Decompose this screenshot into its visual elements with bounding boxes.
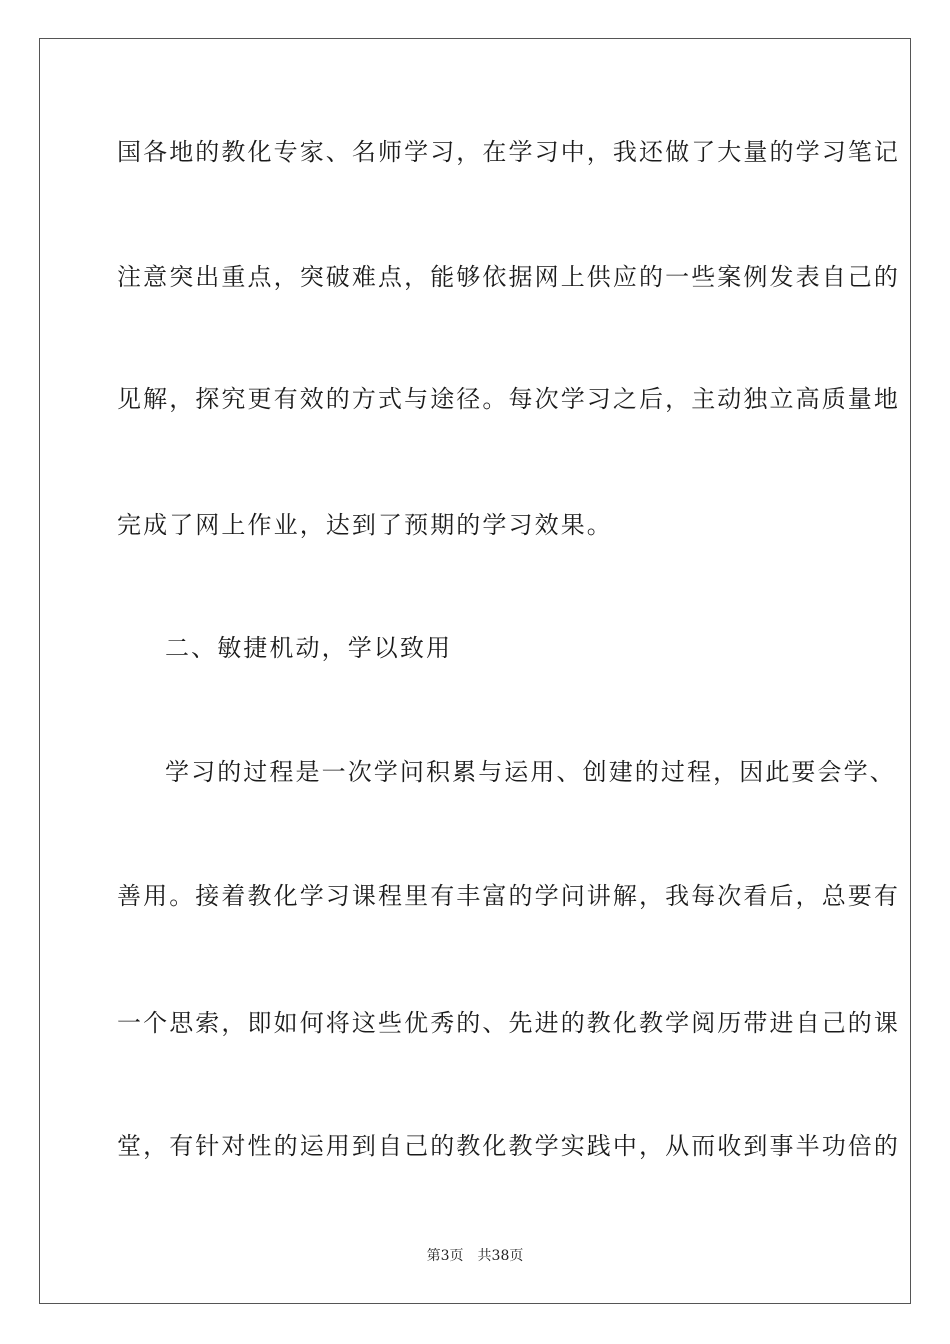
page-border: [39, 38, 911, 1304]
paragraph-line: 注意突出重点，突破难点，能够依据网上供应的一些案例发表自己的: [117, 263, 900, 291]
paragraph-line: 见解，探究更有效的方式与途径。每次学习之后，主动独立高质量地: [117, 385, 900, 413]
section-heading: 二、敏捷机动，学以致用: [165, 634, 453, 662]
page-footer: [0, 1247, 950, 1265]
paragraph-line: 学习的过程是一次学问积累与运用、创建的过程，因此要会学、: [165, 758, 896, 786]
paragraph-line: 一个思索，即如何将这些优秀的、先进的教化教学阅历带进自己的课: [117, 1009, 900, 1037]
paragraph-line: 堂，有针对性的运用到自己的教化教学实践中，从而收到事半功倍的: [117, 1132, 900, 1160]
paragraph-line: 完成了网上作业，达到了预期的学习效果。: [117, 511, 613, 539]
paragraph-line: 国各地的教化专家、名师学习，在学习中，我还做了大量的学习笔记: [117, 138, 900, 166]
paragraph-line: 善用。接着教化学习课程里有丰富的学问讲解，我每次看后，总要有: [117, 882, 900, 910]
total-pages: 共38页: [477, 1248, 524, 1264]
page-number: 第3页: [426, 1248, 464, 1264]
